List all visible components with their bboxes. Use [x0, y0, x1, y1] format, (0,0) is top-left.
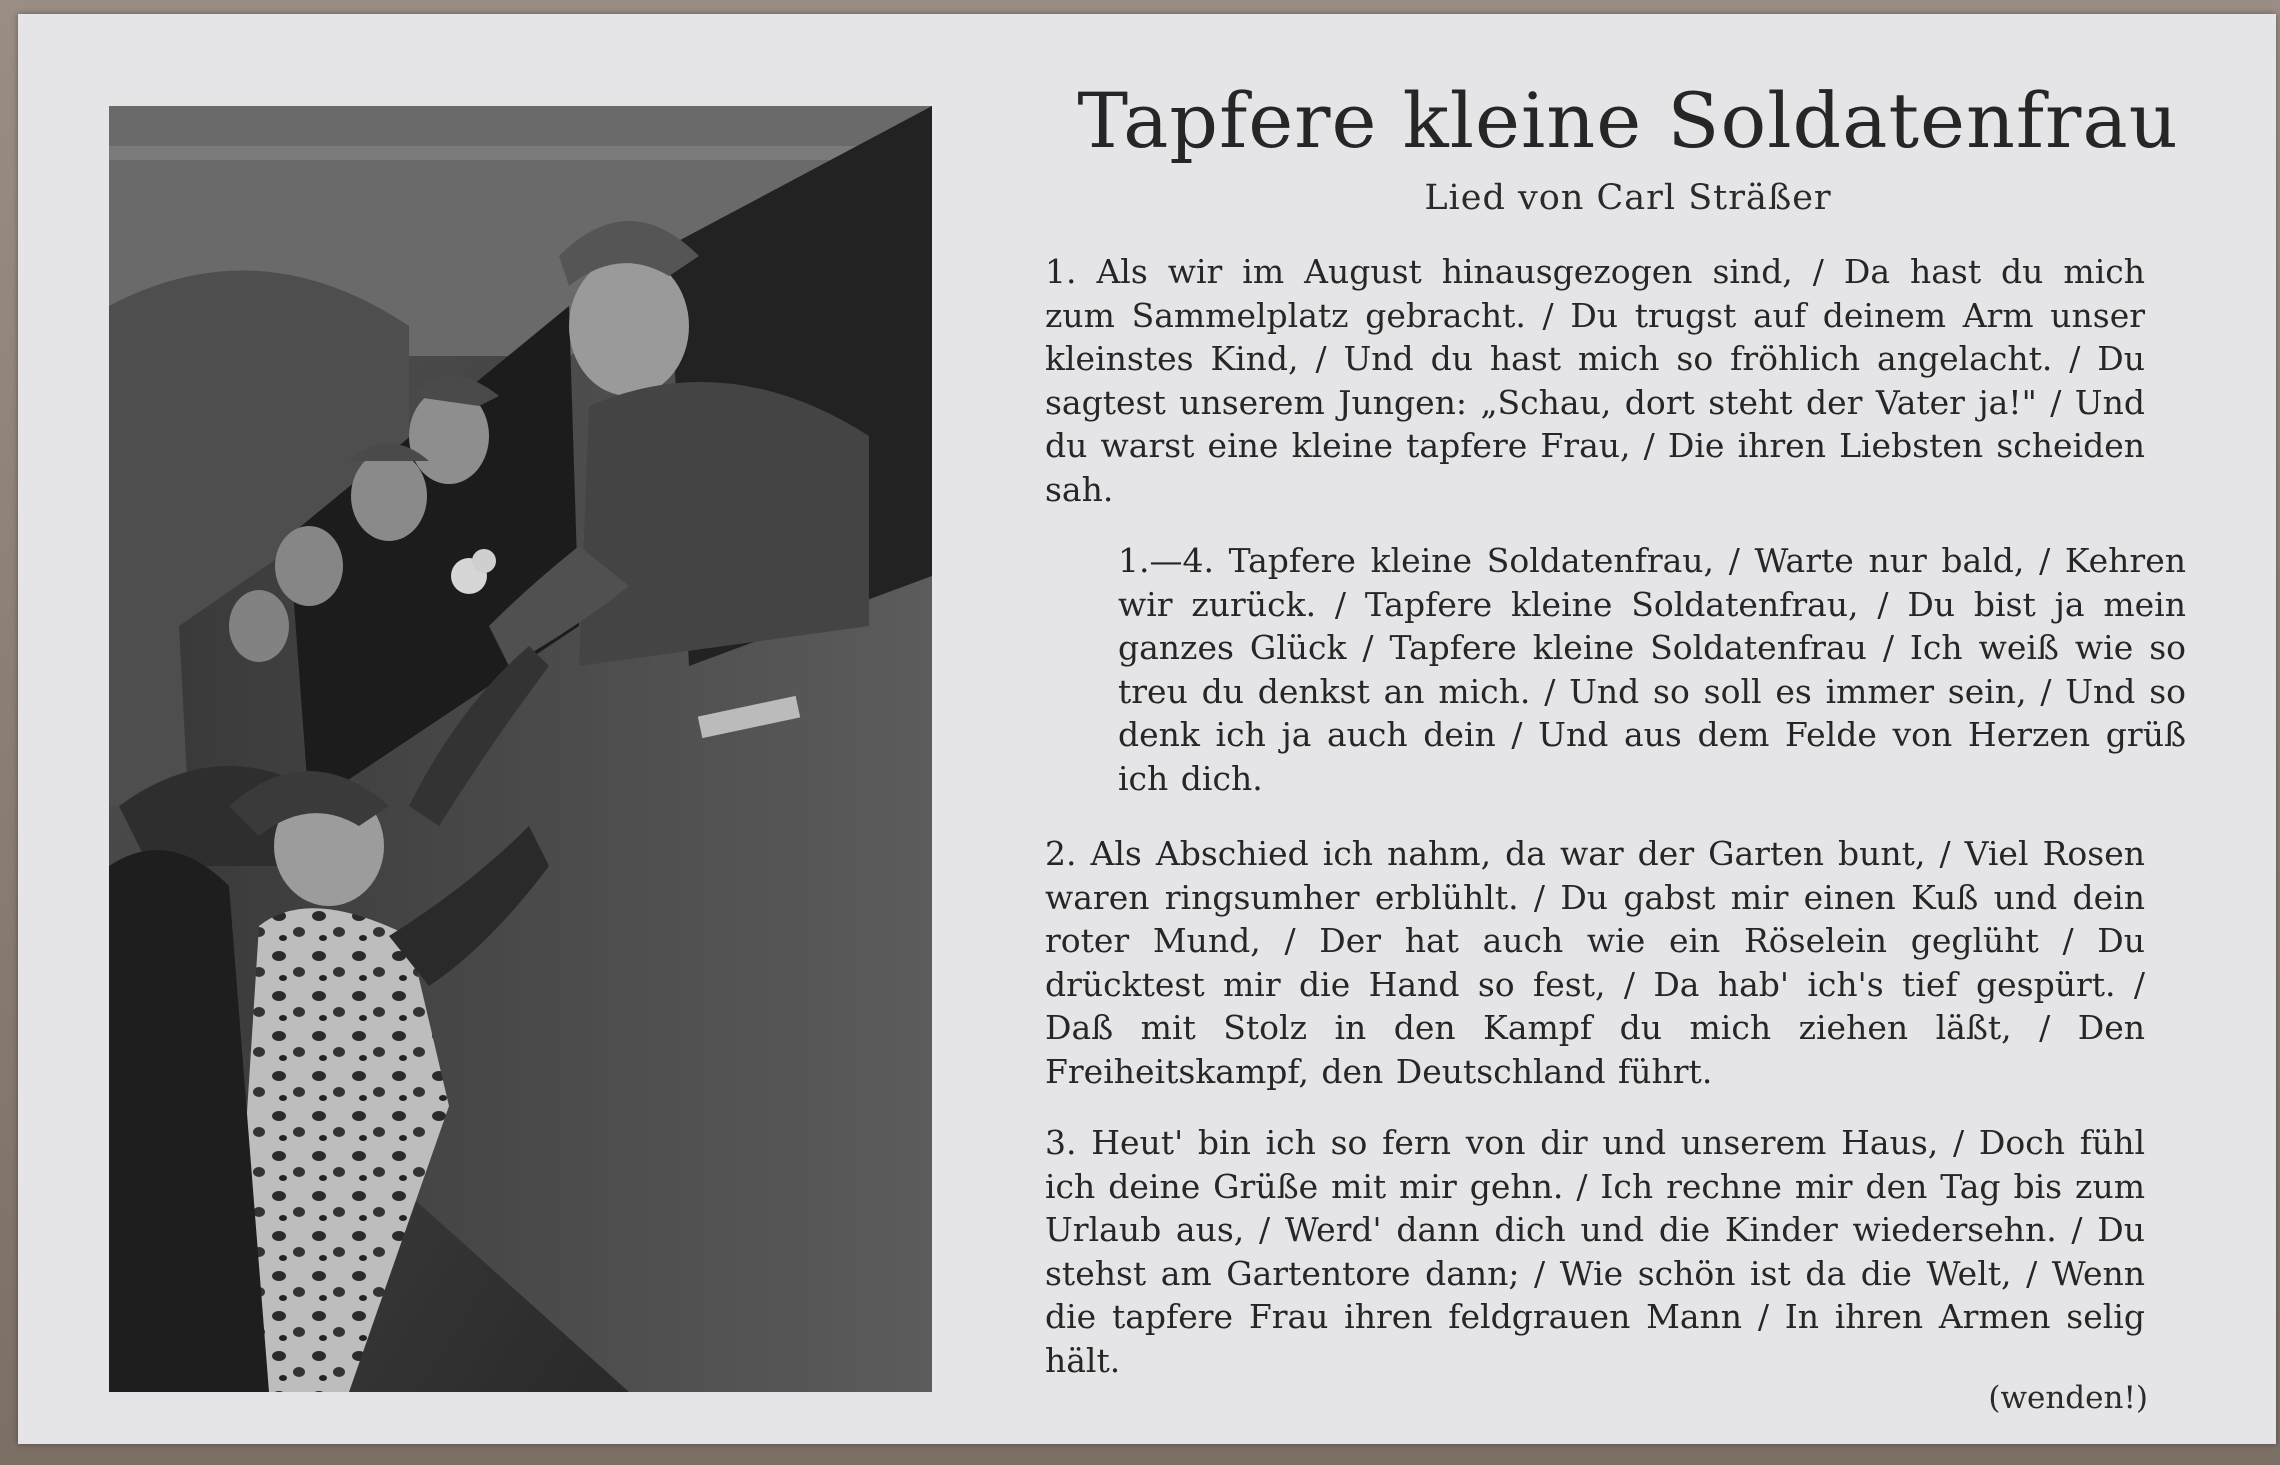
turn-over-note: (wenden!) — [1988, 1380, 2148, 1416]
song-title: Tapfere kleine Soldatenfrau — [1077, 76, 2179, 165]
photo-illustration — [109, 106, 932, 1392]
song-subtitle: Lied von Carl Sträßer — [1424, 178, 1832, 218]
verse-3: 3. Heut' bin ich so fern von dir und unserem Haus, / Doch fühl ich deine Grüße mit mir gehn. / Ich rechne mir den Tag bis zum Urlaub aus, / Werd' dann dich und die Kinder wiedersehn. / Du stehst am Gartentore dann; / Wie schön ist da die Welt, / Wenn die tapfere Frau ihren feldgrauen Mann / In ihren Armen selig hält. — [1045, 1123, 2145, 1380]
postcard — [18, 14, 2276, 1444]
verse-1: 1. Als wir im August hinausgezogen sind, / Da hast du mich zum Sammelplatz gebracht. / Du trugst auf deinem Arm unser kleinstes Kind, / Und du hast mich so fröhlich angelacht. / Du sagtest unserem Jungen: „Schau, dort steht der Vater ja!" / Und du warst eine kleine tapfere Frau, / Die ihren Liebsten scheiden sah. — [1045, 252, 2145, 509]
refrain: 1.—4. Tapfere kleine Soldatenfrau, / Warte nur bald, / Kehren wir zurück. / Tapfere kleine Soldatenfrau, / Du bist ja mein ganzes Glück / Tapfere kleine Soldatenfrau / Ich weiß wie so treu du denkst an mich. / Und so soll es immer sein, / Und so denk ich ja auch dein / Und aus dem Felde von Herzen grüß ich dich. — [1118, 541, 2186, 798]
train-farewell-photo — [109, 106, 932, 1392]
verse-2: 2. Als Abschied ich nahm, da war der Garten bunt, / Viel Rosen waren ringsumher erblühlt. / Du gabst mir einen Kuß und dein roter Mund, / Der hat auch wie ein Röselein geglüht / Du drücktest mir die Hand so fest, / Da hab' ich's tief gespürt. / Daß mit Stolz in den Kampf du mich ziehen läßt, / Den Freiheitskampf, den Deutschland führt. — [1045, 834, 2145, 1091]
